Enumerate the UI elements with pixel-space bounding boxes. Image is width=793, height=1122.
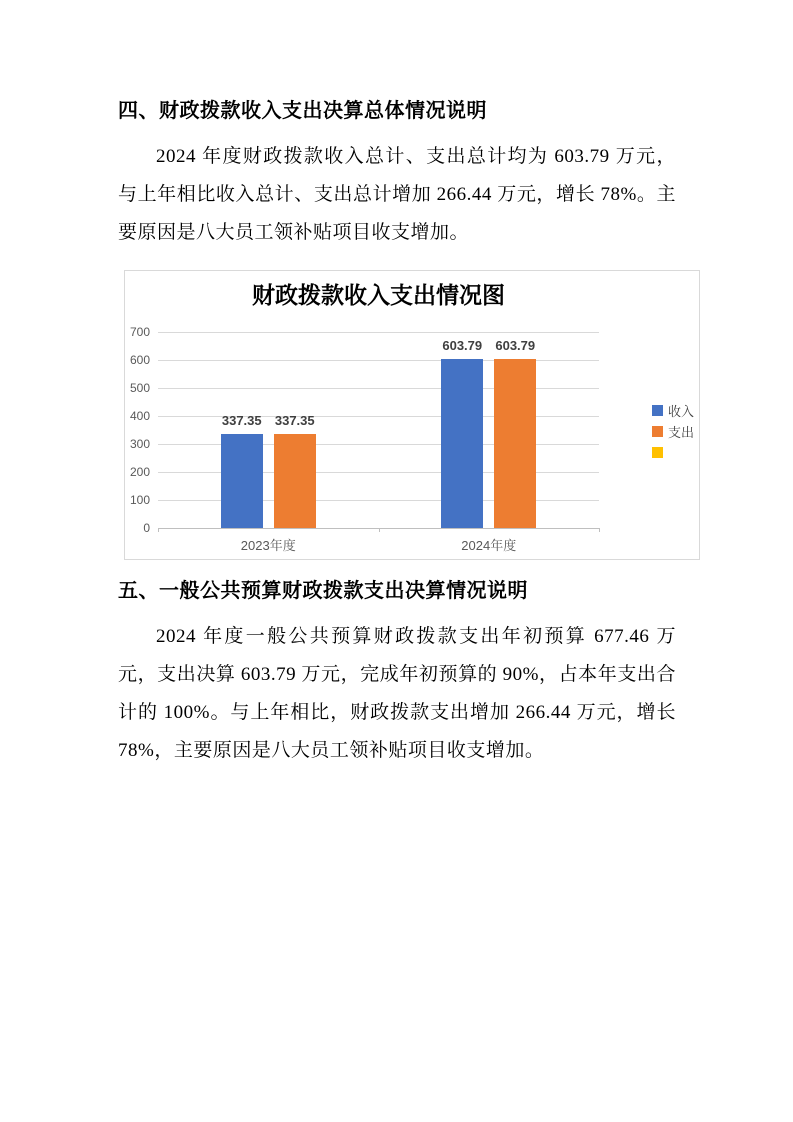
y-axis-tick-label: 300: [129, 437, 150, 451]
bar-支出-2024年度: [494, 359, 536, 528]
x-axis-tick: [158, 528, 159, 532]
legend-swatch: [652, 405, 663, 416]
chart-legend: [652, 404, 694, 459]
section-4-paragraph: 2024 年度财政拨款收入总计、支出总计均为 603.79 万元，与上年相比收入总计、支出总计增加 266.44 万元，增长 78%。主要原因是八大员工领补贴项目收支增加。: [118, 146, 676, 243]
bar-value-label: 337.35: [221, 412, 262, 428]
chart-plot: [129, 325, 599, 553]
legend-item: [652, 404, 694, 417]
section-5-heading: 五、一般公共预算财政拨款支出决算情况说明: [118, 580, 528, 602]
legend-item: [652, 425, 694, 438]
x-axis-category-label: 2024年度: [461, 538, 517, 553]
bar-支出-2023年度: [274, 434, 316, 528]
y-axis-tick-label: 600: [129, 353, 150, 367]
bar-value-label: 603.79: [442, 337, 483, 353]
bar-value-label: 337.35: [274, 412, 315, 428]
legend-label: 收入: [668, 404, 695, 419]
x-axis-tick: [379, 528, 380, 532]
y-axis-tick-label: 500: [129, 381, 150, 395]
y-axis-tick-label: 700: [129, 325, 150, 339]
legend-label: 支出: [668, 425, 695, 440]
chart-title: 财政拨款收入支出情况图: [252, 283, 505, 308]
y-axis-tick-label: 0: [143, 521, 150, 535]
y-axis-tick-label: 100: [129, 493, 150, 507]
bar-收入-2023年度: [221, 434, 263, 528]
section-4-heading: 四、财政拨款收入支出决算总体情况说明: [118, 100, 487, 122]
legend-swatch: [652, 426, 663, 437]
bar-收入-2024年度: [441, 359, 483, 528]
y-axis-tick-label: 200: [129, 465, 150, 479]
legend-item: [652, 446, 694, 459]
fiscal-bar-chart: [124, 270, 700, 560]
legend-swatch: [652, 447, 663, 458]
x-axis-tick: [599, 528, 600, 532]
x-axis-category-label: 2023年度: [240, 538, 296, 553]
bar-value-label: 603.79: [495, 337, 536, 353]
y-axis-tick-label: 400: [129, 409, 150, 423]
section-5-paragraph: 2024 年度一般公共预算财政拨款支出年初预算 677.46 万元，支出决算 603.79 万元，完成年初预算的 90%，占本年支出合计的 100%。与上年相比，财政拨款支出增加 266.44 万元，增长 78%，主要原因是八大员工领补贴项目收支增加。: [118, 626, 676, 761]
gridline: [158, 332, 599, 333]
